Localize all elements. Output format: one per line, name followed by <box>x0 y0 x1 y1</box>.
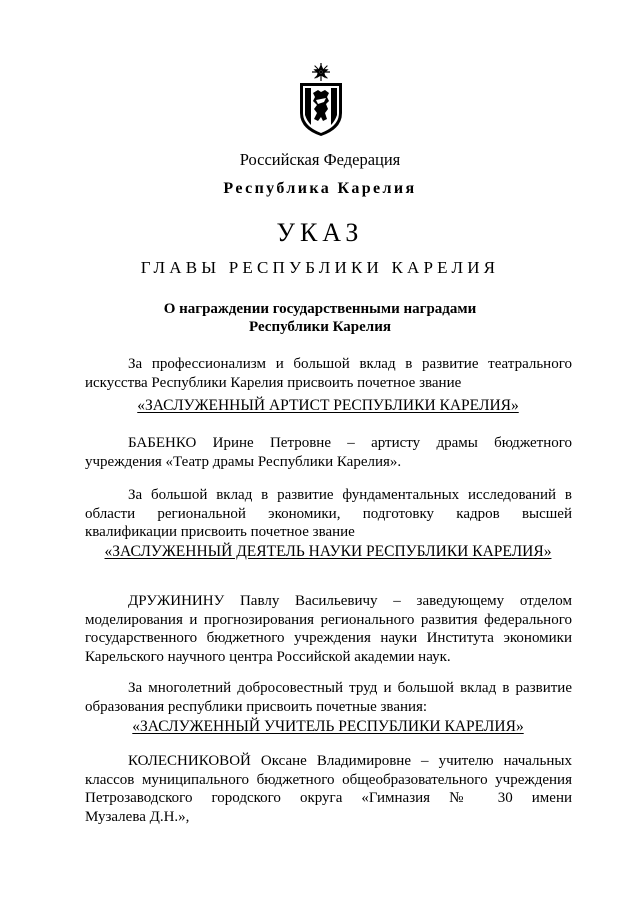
issuer-title: ГЛАВЫ РЕСПУБЛИКИ КАРЕЛИЯ <box>140 258 500 277</box>
text-line: БАБЕНКО Ирине Петровне – артисту драмы бюджетного <box>128 435 572 451</box>
award-intro-paragraph <box>85 355 572 392</box>
text-line: области региональной экономики, подготовку кадров высшей <box>85 505 572 522</box>
decree-subject <box>0 300 640 336</box>
document-type: УКАЗ <box>276 218 364 247</box>
text-line: За многолетний добросовестный труд и большой вклад в развитие <box>128 680 572 696</box>
subject-line: О награждении государственными наградами <box>163 301 477 317</box>
text-line: квалификации присвоить почетное звание <box>85 524 355 540</box>
recipient-paragraph <box>85 752 572 826</box>
text-line: государственного бюджетного учреждения науки Института экономики <box>85 630 572 646</box>
subject-line: Республики Карелия <box>249 319 391 335</box>
text-line: За профессионализм и большой вклад в развитие театрального <box>128 356 572 372</box>
text-line: Петрозаводского городского округа «Гимназия № 30 имени <box>85 790 572 806</box>
text-line: Карельского научного центра Российской академии наук. <box>85 648 451 665</box>
text-line: моделирования и прогнозирования регионального развития федерального <box>85 611 572 628</box>
recipient-paragraph <box>85 592 572 666</box>
coat-of-arms-icon <box>296 63 346 138</box>
text-line: учреждения «Театр драмы Республики Карелия». <box>85 453 402 470</box>
award-intro-paragraph <box>85 679 572 716</box>
text-line: КОЛЕСНИКОВОЙ Оксане Владимировне – учителю начальных <box>128 753 572 769</box>
honorary-title: «ЗАСЛУЖЕННЫЙ УЧИТЕЛЬ РЕСПУБЛИКИ КАРЕЛИЯ» <box>132 718 524 735</box>
honorary-title: «ЗАСЛУЖЕННЫЙ ДЕЯТЕЛЬ НАУКИ РЕСПУБЛИКИ КАРЕЛИЯ» <box>104 543 552 560</box>
text-line: классов муниципального бюджетного общеобразовательного учреждения <box>85 771 572 788</box>
honorary-title: «ЗАСЛУЖЕННЫЙ АРТИСТ РЕСПУБЛИКИ КАРЕЛИЯ» <box>137 397 519 414</box>
text-line: образования республики присвоить почетные звания: <box>85 698 428 715</box>
award-intro-paragraph <box>85 486 572 542</box>
text-line: ДРУЖИНИНУ Павлу Васильевичу – заведующему отделом <box>128 593 572 609</box>
republic-name: Республика Карелия <box>223 180 417 197</box>
country-name: Российская Федерация <box>239 150 401 169</box>
text-line: искусства Республики Карелия присвоить почетное звание <box>85 374 462 391</box>
recipient-paragraph <box>85 434 572 471</box>
text-line: Музалева Д.Н.», <box>85 808 190 825</box>
text-line: За большой вклад в развитие фундаментальных исследований в <box>128 487 572 503</box>
